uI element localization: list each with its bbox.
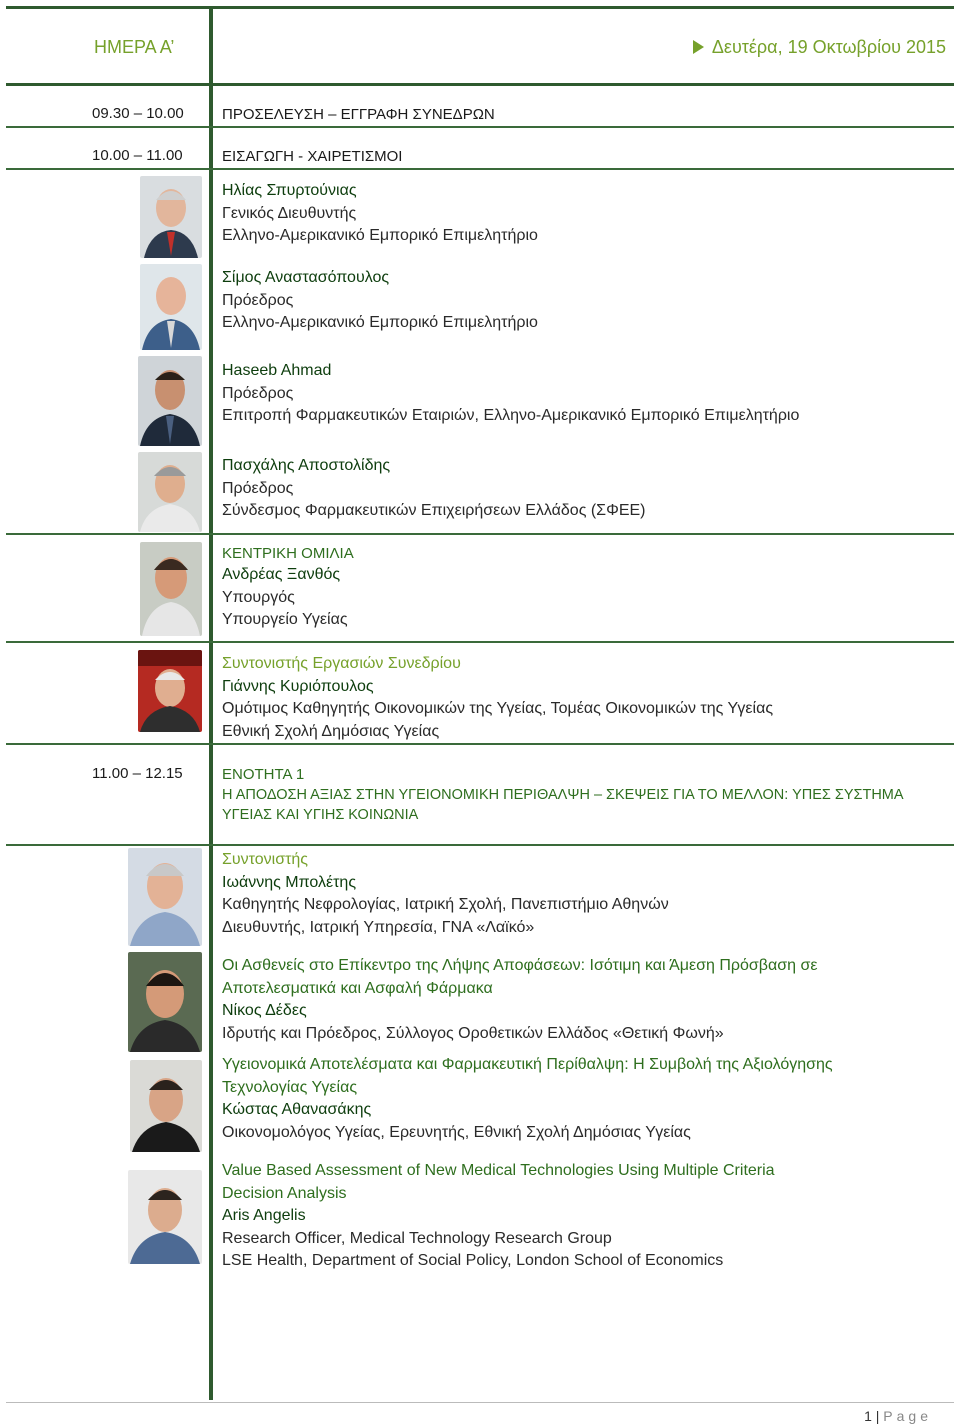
speaker-name: Ιωάννης Μπολέτης [222,873,357,891]
speaker-name: Σίμος Αναστασόπουλος [222,269,390,286]
speaker-role: Ομότιμος Καθηγητής Οικονομικών της Υγείας, Τομέας Οικονομικών της Υγείας [222,700,774,717]
speaker-name: Κώστας Αθανασάκης [222,1101,372,1118]
day-label: ΗΜΕΡΑ Α’ [94,37,175,57]
talk-title-line2: Τεχνολογίας Υγείας [222,1078,358,1096]
talk-title-line1: Οι Ασθενείς στο Επίκεντρο της Λήψης Αποφάσεων: Ισότιμη και Άμεση Πρόσβαση σε [222,957,818,974]
session-header [222,765,904,825]
speaker-role: Research Officer, Medical Technology Research Group [222,1229,612,1247]
talk-block [222,955,817,1045]
talk-block [222,1160,775,1273]
speaker-block [222,180,538,248]
speaker-role: Καθηγητής Νεφρολογίας, Ιατρική Σχολή, Πανεπιστήμιο Αθηνών [222,896,669,913]
speaker-org: Εθνική Σχολή Δημόσιας Υγείας [222,722,440,740]
speaker-role: Πρόεδρος [222,291,294,309]
page-footer [864,1408,932,1424]
speaker-block [222,360,799,428]
speaker-name: Νίκος Δέδες [222,1002,307,1019]
keynote-block [222,544,354,632]
coordinator-label: Συντονιστής Εργασιών Συνεδρίου [222,655,461,672]
speaker-role: Πρόεδρος [222,384,294,402]
agenda-item-welcome: ΕΙΣΑΓΩΓΗ - ΧΑΙΡΕΤΙΣΜΟΙ [222,148,403,165]
speaker-photo [138,650,202,732]
speaker-photo [128,952,202,1052]
speaker-role: Υπουργός [222,588,295,606]
page-number: 1 [864,1408,872,1424]
talk-title-line2: Αποτελεσματικά και Ασφαλή Φάρμακα [222,979,493,997]
footer-rule [6,1402,954,1403]
chair-label: Συντονιστής [222,851,308,868]
chair-block [222,849,669,939]
talk-block [222,1054,833,1144]
divider [6,743,954,745]
speaker-photo [140,176,202,258]
speaker-name: Aris Angelis [222,1207,306,1224]
page-separator: | [875,1408,880,1424]
speaker-photo [140,264,202,350]
divider [6,641,954,643]
time-slot-2: 10.00 – 11.00 [92,147,183,164]
speaker-photo [128,848,202,946]
speaker-org: Υπουργείο Υγείας [222,611,348,628]
talk-title-line1: Υγειονομικά Αποτελέσματα και Φαρμακευτική Περίθαλψη: Η Συμβολή της Αξιολόγησης [222,1056,833,1073]
speaker-photo [128,1170,202,1264]
speaker-block [222,455,646,523]
speaker-org: Διευθυντής, Ιατρική Υπηρεσία, ΓΝΑ «Λαϊκό» [222,918,535,936]
page-word: Page [883,1408,932,1424]
speaker-name: Γιάννης Κυριόπουλος [222,677,374,695]
speaker-org: Επιτροπή Φαρμακευτικών Εταιριών, Ελληνο-Αμερικανικό Εμπορικό Επιμελητήριο [222,407,800,424]
date-label [693,37,946,58]
talk-title-line2: Decision Analysis [222,1184,347,1202]
speaker-role: Πρόεδρος [222,479,294,497]
speaker-block [222,267,538,335]
session-title-line1: Η ΑΠΟΔΟΣΗ ΑΞΙΑΣ ΣΤΗΝ ΥΓΕΙΟΝΟΜΙΚΗ ΠΕΡΙΘΑΛΨΗ – ΣΚΕΨΕΙΣ ΓΙΑ ΤΟ ΜΕΛΛΟΝ: ΥΠΕΣ ΣΥΣΤΗΜΑ [222,787,904,803]
divider [6,844,954,846]
speaker-photo [140,542,202,636]
speaker-name: Ηλίας Σπυρτούνιας [222,182,357,199]
session-title-line2: ΥΓΕΙΑΣ ΚΑΙ ΥΓΙΗΣ ΚΟΙΝΩΝΙΑ [222,807,419,823]
speaker-org: Σύνδεσμος Φαρμακευτικών Επιχειρήσεων Ελλάδος (ΣΦΕΕ) [222,502,646,519]
divider [6,168,954,170]
date-text: Δευτέρα, 19 Οκτωβρίου 2015 [711,37,946,57]
speaker-photo [138,452,202,532]
speaker-role: Ιδρυτής και Πρόεδρος, Σύλλογος Οροθετικών Ελλάδος «Θετική Φωνή» [222,1024,724,1042]
speaker-org: LSE Health, Department of Social Policy, London School of Economics [222,1252,724,1269]
page-header [6,6,954,86]
speaker-name: Πασχάλης Αποστολίδης [222,457,391,474]
triangle-right-icon [693,40,704,54]
coordinator-block [222,653,773,743]
speaker-name: Ανδρέας Ξανθός [222,566,341,583]
speaker-role: Γενικός Διευθυντής [222,204,357,222]
time-slot-3: 11.00 – 12.15 [92,765,183,782]
keynote-label: ΚΕΝΤΡΙΚΗ ΟΜΙΛΙΑ [222,545,354,562]
speaker-name: Haseeb Ahmad [222,362,332,379]
speaker-photo [130,1060,202,1152]
speaker-org: Ελληνο-Αμερικανικό Εμπορικό Επιμελητήριο [222,314,538,331]
agenda-item-arrival: ΠΡΟΣΕΛΕΥΣΗ – ΕΓΓΡΑΦΗ ΣΥΝΕΔΡΩΝ [222,106,495,123]
speaker-role: Οικονομολόγος Υγείας, Ερευνητής, Εθνική Σχολή Δημόσιας Υγείας [222,1123,691,1141]
time-slot-1: 09.30 – 10.00 [92,105,184,122]
vertical-divider [209,6,213,1400]
speaker-photo [138,356,202,446]
speaker-org: Ελληνο-Αμερικανικό Εμπορικό Επιμελητήριο [222,227,538,244]
divider [6,533,954,535]
divider [6,126,954,128]
session-label: ΕΝΟΤΗΤΑ 1 [222,766,305,783]
talk-title-line1: Value Based Assessment of New Medical Technologies Using Multiple Criteria [222,1162,775,1179]
